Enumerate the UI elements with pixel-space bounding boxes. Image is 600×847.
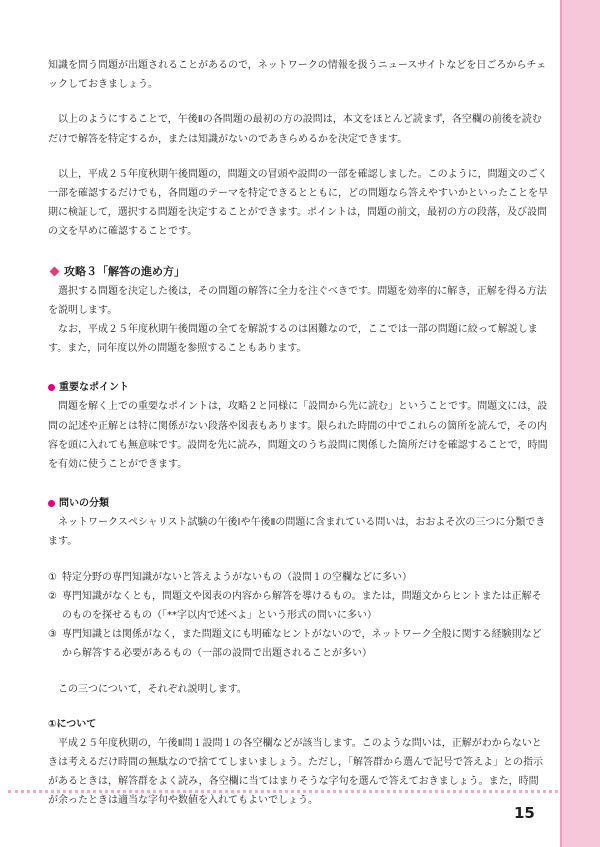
paragraph: 以上のようにすることで，午後Ⅱの各問題の最初の方の設問は，本文をほとんど読まず，各空欄の前後を読むだけで解答を特定するか，または知識がないのであきらめるかを決定できます。	[48, 114, 542, 145]
subsection-heading	[48, 494, 548, 513]
list-item	[48, 625, 548, 663]
list-number: ①	[48, 571, 57, 583]
page-content	[48, 56, 548, 811]
diamond-bullet-icon	[50, 267, 60, 277]
list-number: ②	[48, 590, 57, 602]
paragraph: 以上，平成２５年度秋期午後問題の，問題文の冒頭や設問の一部を確認しました。このように，問題文のごく一部を確認するだけでも，各問題のテーマを特定できるとともに，どの問題なら答えやすいかといったことを早期に検証して，選択する問題を決定することができます。ポイントは，問題の前文，最初の方の段落，及び設問の文を早めに確認することです。	[48, 168, 548, 238]
side-accent-bar	[562, 0, 600, 847]
paragraph: 問題を解く上での重要なポイントは，攻略２と同様に「設問から先に読む」ということです。問題文には，設問の記述や正解とは特に関係がない段落や図表もあります。限られた時間の中でこれらの箇所を読んで，その内容を頭に入れても無意味です。設問を先に読み，問題文のうち設問に関係した箇所だけを確認することで，時間を有効に使うことができます。	[48, 401, 548, 471]
list-number: ③	[48, 629, 57, 641]
paragraph: 選択する問題を決定した後は，その問題の解答に全力を注ぐべきです。問題を効率的に解き，正解を得る方法を説明します。	[48, 285, 547, 316]
paragraph: なお，平成２５年度秋期午後問題の全てを解説するのは困難なので，ここでは一部の問題に絞って解説します。また，同年度以外の問題を参照することもあります。	[48, 324, 538, 355]
list-text: 専門知識とは関係がなく，また問題文にも明確なヒントがないので，ネットワーク全般に関する経験則などから解答する必要があるもの（一部の設問で出題されることが多い）	[62, 629, 542, 660]
section-heading-text: 攻略３「解答の進め方」	[64, 264, 185, 278]
section-heading	[48, 262, 548, 282]
paragraph: この三つについて，それぞれ説明します。	[58, 683, 247, 695]
page-number: 15	[514, 804, 535, 822]
dot-bullet-icon	[48, 384, 55, 391]
footer-dotted-rule	[8, 790, 558, 793]
subsection-heading	[48, 378, 548, 397]
subsection-heading: ①について	[48, 718, 97, 730]
dot-bullet-icon	[48, 500, 55, 507]
paragraph: ネットワークスペシャリスト試験の午後Ⅰや午後Ⅱの問題に含まれている問いは，おおよそ次の三つに分類できます。	[48, 517, 546, 548]
paragraph: 知識を問う問題が出題されることがあるので，ネットワークの情報を扱うニュースサイトなどを日ごろからチェックしておきましょう。	[48, 60, 547, 91]
paragraph: 平成２５年度秋期の，午後Ⅱ問１設問１の各空欄などが該当します。このような問いは，正解がわからないときは考えるだけ時間の無駄なので捨ててしまいましょう。ただし，「解答群から選んで記号で答えよ」との指示があるときは，解答群をよく読み，各空欄に当てはまりそうな字句を選んで答えておきましょう。また，時間が余ったときは適当な字句や数値を入れてもよいでしょう。	[48, 737, 543, 807]
list-item	[48, 587, 548, 625]
list-text: 専門知識がなくとも，問題文や図表の内容から解答を導けるもの。または，問題文からヒントまたは正解そのものを探せるもの（「**字以内で述べよ」という形式の問いに多い）	[62, 590, 542, 622]
subsection-heading-text: 重要なポイント	[59, 382, 129, 394]
subsection-heading-text: 問いの分類	[59, 498, 109, 510]
list-text: 特定分野の専門知識がないと答えようがないもの（設問１の空欄などに多い）	[62, 571, 412, 583]
classification-list	[48, 568, 548, 664]
list-item	[48, 568, 548, 587]
